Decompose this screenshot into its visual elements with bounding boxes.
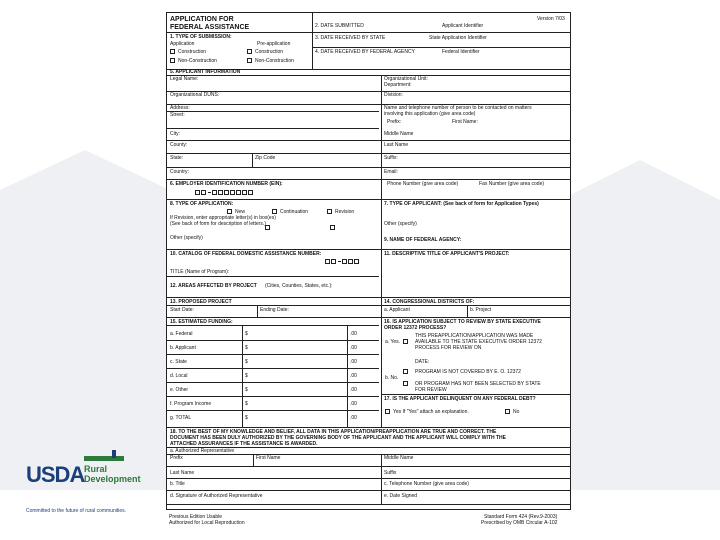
last-name-label: Last Name [384,142,409,148]
non-construction-checkbox[interactable] [170,58,175,63]
division-label: Division: [384,92,403,98]
date-received-federal-label: 4. DATE RECEIVED BY FEDERAL AGENCY [315,49,415,55]
no-label: b. No. [385,375,399,381]
standard-form-label: Standard Form 424 (Rev.9-2003) [484,514,558,520]
first-name-label2: First Name [256,455,281,461]
funding-local-label: d. Local [170,373,188,379]
yes-attach-label: Yes If "Yes" attach an explanation. [393,409,469,415]
middle-name-label: Middle Name [384,131,414,137]
pre-non-construction-checkbox[interactable] [247,58,252,63]
suffix-label2: Suffix [384,470,397,476]
funding-program-income-dollar: $ [245,401,248,407]
review-yes-checkbox[interactable] [403,339,408,344]
rural-label: Rural [84,464,108,474]
phone-label: Phone Number (give area code) [387,181,459,187]
new-label: New [235,209,246,215]
federal-agency-label: 9. NAME OF FEDERAL AGENCY: [384,237,462,243]
funding-other-label: e. Other [170,387,189,393]
funding-federal-cents: .00 [350,331,357,337]
funding-applicant-label: b. Applicant [170,345,196,351]
country-label: Country: [170,169,189,175]
form-title-line1: APPLICATION FOR [170,16,234,23]
fax-label: Fax Number (give area code) [479,181,545,187]
application-label: Application [170,41,195,47]
department-label: Department: [384,82,412,88]
applicant-identifier-label: Applicant Identifier [442,23,484,29]
usda-wordmark: USDA [26,462,85,487]
d-signature-label: d. Signature of Authorized Representative [170,493,263,499]
authorized-local-label: Authorized for Local Reproduction [169,520,245,526]
funding-other-dollar: $ [245,387,248,393]
cfda-label: 10. CATALOG OF FEDERAL DOMESTIC ASSISTANCE NUMBER: [170,251,322,257]
funding-applicant-dollar: $ [245,345,248,351]
pre-construction-label: Construction [255,49,284,55]
pre-construction-checkbox[interactable] [247,49,252,54]
usda-rural-development-logo [26,450,146,530]
funding-total-cents: .00 [350,415,357,421]
last-name-label2: Last Name [170,470,195,476]
contact-person-label: Name and telephone number of person to be contacted on matters [384,105,532,111]
other-specify-label2: Other (specify) [170,235,203,241]
funding-state-dollar: $ [245,359,248,365]
prefix-label2: Prefix [170,455,183,461]
type-application-label: 8. TYPE OF APPLICATION: [170,201,234,207]
areas-affected-label: 12. AREAS AFFECTED BY PROJECT [170,283,257,289]
funding-total-dollar: $ [245,415,248,421]
not-selected-checkbox[interactable] [403,381,408,386]
funding-applicant-cents: .00 [350,345,357,351]
knowledge-line2: DOCUMENT HAS BEEN DULY AUTHORIZED BY THE GOVERNING BODY OF THE APPLICANT AND THE APPLICANT WILL COMPLY WITH THE [170,435,506,441]
available-to-label: AVAILABLE TO THE STATE EXECUTIVE ORDER 12372 [415,339,542,345]
development-label: Development [84,474,141,484]
no-label2: No [513,409,520,415]
funding-local-dollar: $ [245,373,248,379]
delinquent-no-checkbox[interactable] [505,409,510,414]
middle-name-label2: Middle Name [384,455,414,461]
org-unit-label: Organizational Unit: [384,76,428,82]
yes-label: a. Yes. [385,339,401,345]
funding-federal-dollar: $ [245,331,248,337]
continuation-label: Continuation [280,209,309,215]
ending-date-label: Ending Date: [260,307,289,313]
applicant-info-label: 5. APPLICANT INFORMATION [170,69,241,75]
not-covered-checkbox[interactable] [403,369,408,374]
continuation-checkbox[interactable] [272,209,277,214]
suffix-label: Suffix: [384,155,398,161]
state-label: State: [170,155,184,161]
funding-other-cents: .00 [350,387,357,393]
knowledge-line1: 18. TO THE BEST OF MY KNOWLEDGE AND BELIEF, ALL DATA IN THIS APPLICATION/PREAPPLICATION ARE TRUE AND CORRECT. THE [170,429,497,435]
type-submission-label: 1. TYPE OF SUBMISSION: [170,34,232,40]
start-date-label: Start Date: [170,307,194,313]
review-state-label2: ORDER 12372 PROCESS? [384,325,447,331]
review-state-label: 16. IS APPLICATION SUBJECT TO REVIEW BY STATE EXECUTIVE [384,319,541,325]
authorized-rep-label: a. Authorized Representative [170,448,235,454]
congressional-label: 14. CONGRESSIONAL DISTRICTS OF: [384,299,475,305]
knowledge-line3: ATTACHED ASSURANCES IF THE ASSISTANCE IS AWARDED. [170,441,318,447]
org-duns-label: Organizational DUNS: [170,92,220,98]
type-applicant-label: 7. TYPE OF APPLICANT: (See back of form for Application Types) [384,201,539,207]
sf424-form [166,12,571,510]
b-title-label: b. Title [170,481,185,487]
funding-program-income-cents: .00 [350,401,357,407]
new-checkbox[interactable] [227,209,232,214]
funding-program-income-label: f. Program Income [170,401,212,407]
email-label: Email: [384,169,398,175]
areas-affected-label2: (Cities, Counties, States, etc.): [265,283,333,289]
c-telephone-label: c. Telephone Number (give area code) [384,481,469,487]
descriptive-title-label: 11. DESCRIPTIVE TITLE OF APPLICANT'S PROJECT: [384,251,510,257]
ein-label: 6. EMPLOYER IDENTIFICATION NUMBER (EIN): [170,181,283,187]
county-label: County: [170,142,188,148]
program-not-covered-label: PROGRAM IS NOT COVERED BY E. O. 12372 [415,369,521,375]
rural-development-icon [84,450,124,462]
date-submitted-label: 2. DATE SUBMITTED [315,23,364,29]
a-applicant-label: a. Applicant [384,307,410,313]
for-review-label: FOR REVIEW [415,387,447,393]
first-name-label: First Name: [452,119,478,125]
background-house-right [560,160,720,490]
cfda-title-label: TITLE (Name of Program): [170,269,230,275]
background-house-left [0,150,170,490]
if-revision-label: If Revision, enter appropriate letter(s) in box(es) [170,215,276,221]
revision-checkbox[interactable] [327,209,332,214]
proposed-project-label: 13. PROPOSED PROJECT [170,299,232,305]
address-label: Address: [170,105,190,111]
estimated-funding-label: 15. ESTIMATED FUNDING: [170,319,233,325]
prev-edition-label: Previous Edition Usable [169,514,223,520]
prefix-label: Prefix: [387,119,402,125]
funding-state-cents: .00 [350,359,357,365]
construction-label: Construction [178,49,207,55]
delinquent-yes-checkbox[interactable] [385,409,390,414]
construction-checkbox[interactable] [170,49,175,54]
revision-label: Revision [335,209,355,215]
this-preapp-label: THIS PREAPPLICATION/APPLICATION WAS MADE [415,333,534,339]
funding-local-cents: .00 [350,373,357,379]
date-received-state-label: 3. DATE RECEIVED BY STATE [315,35,386,41]
city-label: City: [170,131,180,137]
logo-tagline: Committed to the future of rural communities. [26,508,127,514]
date-label: DATE: [415,359,430,365]
street-label: Street: [170,112,185,118]
zip-label: Zip Code [255,155,276,161]
other-specify-label: Other (specify) [384,221,417,227]
b-project-label: b. Project [470,307,492,313]
revision-letter-box-1[interactable] [265,225,270,230]
e-date-signed-label: e. Date Signed [384,493,418,499]
form-title-line2: FEDERAL ASSISTANCE [170,24,250,31]
process-review-label: PROCESS FOR REVIEW ON [415,345,482,351]
federal-identifier-label: Federal Identifier [442,49,480,55]
prescribed-label: Prescribed by OMB Circular A-102 [481,520,558,526]
pre-non-construction-label: Non-Construction [255,58,294,64]
pre-application-label: Pre-application [257,41,291,47]
funding-federal-label: a. Federal [170,331,193,337]
form-version: Version 7/03 [537,16,565,22]
see-back-label: (See back of form for description of letters.) [170,221,266,227]
legal-name-label: Legal Name: [170,76,199,82]
delinquent-label: 17. IS THE APPLICANT DELINQUENT ON ANY FEDERAL DEBT? [384,396,536,402]
non-construction-label: Non-Construction [178,58,217,64]
state-app-id-label: State Application Identifier [429,35,487,41]
revision-letter-box-2[interactable] [330,225,335,230]
funding-state-label: c. State [170,359,187,365]
funding-total-label: g. TOTAL [170,415,192,421]
contact-person-label2: involving this application (give area code) [384,111,476,117]
or-program-label: OR PROGRAM HAS NOT BEEN SELECTED BY STATE [415,381,541,387]
